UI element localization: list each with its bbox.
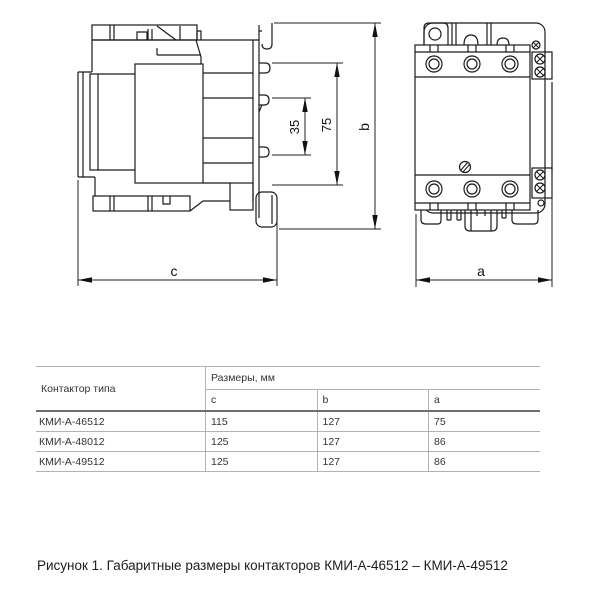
front-view-drawing [415,23,552,231]
table-subheader-c: c [206,390,318,412]
table-cell-type: КМИ-А-49512 [36,452,206,472]
table-row [36,411,540,432]
dimensions-table [36,366,540,472]
table-subheader-b: b [317,390,429,412]
table-header-type: Контактор типа [36,367,206,412]
dim-label-b: b [356,123,372,131]
table-cell-a: 86 [429,432,541,452]
table-header-sizes: Размеры, мм [206,367,541,390]
side-view-dimensions [78,23,381,286]
table-cell-a: 86 [429,452,541,472]
dim-label-75: 75 [319,117,334,133]
table-cell-c: 115 [206,411,318,432]
table-cell-type: КМИ-А-46512 [36,411,206,432]
table-row [36,452,540,472]
side-view-arrowheads [78,23,378,283]
figure-caption: Рисунок 1. Габаритные размеры контакторов КМИ-А-46512 – КМИ-А-49512 [37,558,508,573]
table-subheader-a: a [429,390,541,412]
side-view-drawing [78,23,277,227]
table-cell-c: 125 [206,452,318,472]
dim-label-a: a [477,263,485,279]
table-row [36,432,540,452]
dim-label-35: 35 [287,119,302,135]
table-cell-c: 125 [206,432,318,452]
table-cell-b: 127 [317,432,429,452]
table-cell-b: 127 [317,452,429,472]
dim-label-c: c [170,263,178,279]
table-cell-a: 75 [429,411,541,432]
table-cell-b: 127 [317,411,429,432]
table-cell-type: КМИ-А-48012 [36,432,206,452]
